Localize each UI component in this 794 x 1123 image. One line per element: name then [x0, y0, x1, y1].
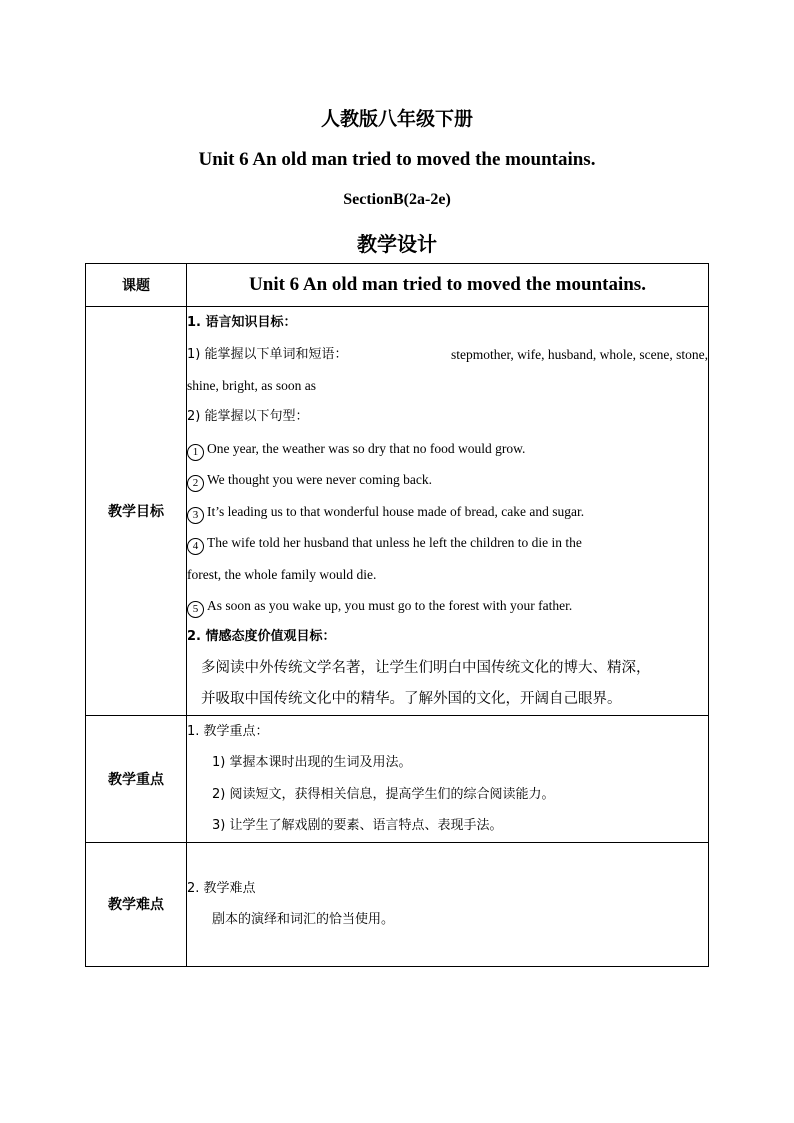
focus-item: 2) 阅读短文，获得相关信息，提高学生们的综合阅读能力。 — [212, 786, 555, 802]
sentence-item-continued: forest, the whole family would die. — [187, 566, 377, 582]
goals-label: 教学目标 — [86, 307, 187, 716]
sentence-text: The wife told her husband that unless he left the children to die in the — [207, 535, 582, 551]
sentence-text: One year, the weather was so dry that no food would grow. — [207, 440, 526, 456]
table-row-focus — [86, 716, 709, 843]
difficulty-heading: 2. 教学难点 — [187, 880, 256, 896]
goals-content — [187, 307, 709, 716]
difficulty-label: 教学难点 — [86, 842, 187, 966]
topic-label: 课题 — [86, 264, 187, 307]
sentence-item — [187, 590, 708, 621]
circled-number: 2 — [187, 475, 204, 492]
sentence-text: We thought you were never coming back. — [207, 472, 432, 488]
table-row-goals — [86, 307, 709, 716]
table-row-difficulty — [86, 842, 709, 966]
sentence-item — [187, 496, 708, 527]
table-row-topic — [86, 264, 709, 307]
focus-item: 3) 让学生了解戏剧的要素、语言特点、表现手法。 — [212, 818, 503, 834]
sentence-item — [187, 527, 708, 558]
sentence-item — [187, 464, 708, 495]
emotion-text-1: 多阅读中外传统文学名著，让学生们明白中国传统文化的博大、精深， — [201, 659, 651, 676]
difficulty-content — [187, 842, 709, 966]
document-title: 人教版八年级下册 — [320, 108, 473, 130]
sentence-text: As soon as you wake up, you must go to the forest with your father. — [207, 597, 573, 613]
lesson-plan-table — [85, 263, 709, 967]
design-title: 教学设计 — [357, 232, 437, 256]
focus-content — [187, 716, 709, 843]
vocab-list-1: stepmother, wife, husband, whole, scene, stone, — [450, 346, 708, 362]
emotion-heading: 2. 情感态度价值观目标： — [187, 629, 336, 645]
emotion-text-2: 并吸取中国传统文化中的精华。了解外国的文化，开阔自己眼界。 — [201, 690, 622, 707]
circled-number: 4 — [187, 538, 204, 555]
topic-value: Unit 6 An old man tried to moved the mountains. — [187, 264, 709, 307]
sentence-intro: 2) 能掌握以下句型： — [187, 409, 309, 425]
sentence-text: It’s leading us to that wonderful house made of bread, cake and sugar. — [207, 503, 585, 519]
circled-number: 5 — [187, 601, 204, 618]
circled-number: 1 — [187, 444, 204, 461]
vocab-list-2: shine, bright, as soon as — [187, 378, 316, 394]
section-title: SectionB(2a-2e) — [343, 191, 451, 208]
focus-heading: 1. 教学重点： — [187, 724, 269, 739]
unit-title: Unit 6 An old man tried to moved the mountains. — [198, 149, 596, 170]
vocab-line-1 — [187, 339, 708, 370]
difficulty-text: 剧本的演绎和词汇的恰当使用。 — [212, 912, 395, 928]
focus-label: 教学重点 — [86, 716, 187, 843]
sentence-item — [187, 433, 708, 464]
focus-item: 1) 掌握本课时出现的生词及用法。 — [212, 755, 412, 771]
circled-number: 3 — [187, 507, 204, 524]
knowledge-heading: 1. 语言知识目标： — [187, 315, 297, 331]
vocab-intro: 1) 能掌握以下单词和短语： — [187, 346, 348, 362]
